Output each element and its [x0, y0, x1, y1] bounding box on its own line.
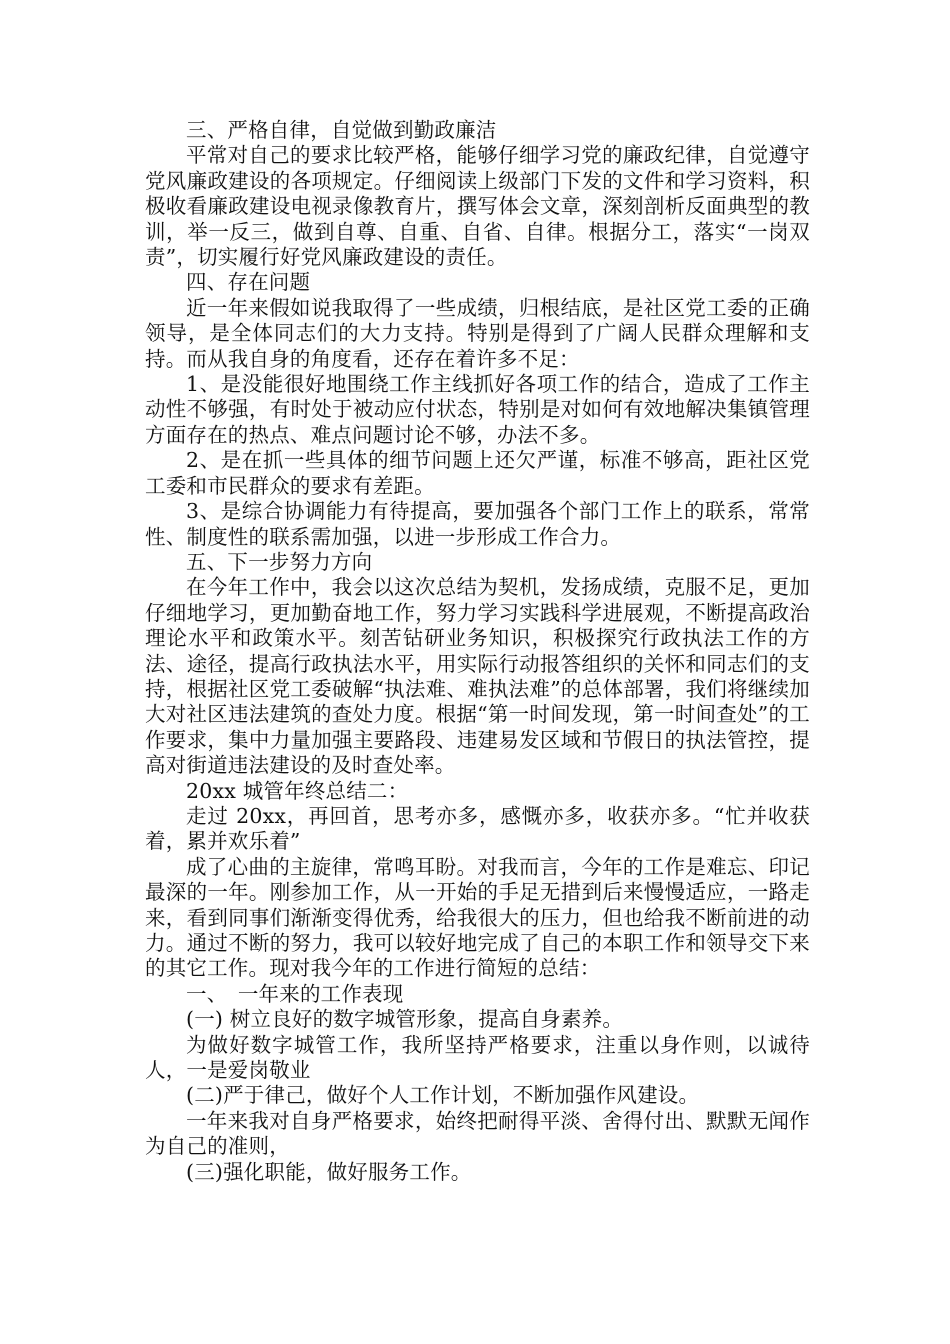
paragraph: 一年来我对自身严格要求，始终把耐得平淡、舍得付出、默默无闻作为自己的准则，: [145, 1108, 810, 1159]
paragraph: 为做好数字城管工作，我所坚持严格要求，注重以身作则，以诚待人，一是爱岗敬业: [145, 1032, 810, 1083]
paragraph: 1、是没能很好地围绕工作主线抓好各项工作的结合，造成了工作主动性不够强，有时处于被动应付状态，特别是对如何有效地解决集镇管理方面存在的热点、难点问题讨论不够，办法不多。: [145, 372, 810, 447]
paragraph: 在今年工作中，我会以这次总结为契机，发扬成绩，克服不足，更加仔细地学习，更加勤奋地工作，努力学习实践科学进展观，不断提高政治理论水平和政策水平。刻苦钻研业务知识，积极探究行政执法工作的方法、途径，提高行政执法水平，用实际行动报答组织的关怀和同志们的支持，根据社区党工委破解“执法难、难执法难”的总体部署，我们将继续加大对社区违法建筑的查处力度。根据“第一时间发现，第一时间查处”的工作要求，集中力量加强主要路段、违建易发区域和节假日的执法管控，提高对街道违法建设的及时查处率。: [145, 575, 810, 778]
paragraph: 3、是综合协调能力有待提高，要加强各个部门工作上的联系，常常性、制度性的联系需加强，以进一步形成工作合力。: [145, 499, 810, 549]
paragraph: 近一年来假如说我取得了一些成绩，归根结底，是社区党工委的正确领导，是全体同志们的大力支持。特别是得到了广阔人民群众理解和支持。而从我自身的角度看，还存在着许多不足：: [145, 295, 810, 371]
section-heading: 三、严格自律，自觉做到勤政廉洁: [186, 118, 497, 142]
section-heading: 五、下一步努力方向: [186, 549, 373, 574]
paragraph: 2、是在抓一些具体的细节问题上还欠严谨，标准不够高，距社区党工委和市民群众的要求有差距。: [145, 448, 810, 498]
subsection-heading: (一) 树立良好的数字城管形象，提高自身素养。: [186, 1007, 624, 1032]
section-heading: 四、存在问题: [186, 270, 311, 295]
document-body: [145, 118, 810, 1185]
paragraph: 平常对自己的要求比较严格，能够仔细学习党的廉政纪律，自觉遵守党风廉政建设的各项规定。仔细阅读上级部门下发的文件和学习资料，积极收看廉政建设电视录像教育片，撰写体会文章，深刻剖析反面典型的教训，举一反三，做到自尊、自重、自省、自律。根据分工，落实“一岗双责”，切实履行好党风廉政建设的责任。: [145, 143, 810, 270]
section-heading: 20xx 城管年终总结二：: [186, 778, 409, 803]
subsection-heading: (二)严于律己，做好个人工作计划，不断加强作风建设。: [186, 1083, 700, 1108]
paragraph: 走过 20xx，再回首，思考亦多，感慨亦多，收获亦多。“忙并收获着，累并欢乐着”: [145, 803, 810, 854]
paragraph: 成了心曲的主旋律，常鸣耳盼。对我而言，今年的工作是难忘、印记最深的一年。刚参加工作，从一开始的手足无措到后来慢慢适应，一路走来，看到同事们渐渐变得优秀，给我很大的压力，但也给我不断前进的动力。通过不断的努力，我可以较好地完成了自己的本职工作和领导交下来的其它工作。现对我今年的工作进行简短的总结：: [145, 854, 810, 981]
subsection-heading: (三)强化职能，做好服务工作。: [186, 1159, 472, 1184]
section-heading: 一、 一年来的工作表现: [186, 981, 404, 1006]
